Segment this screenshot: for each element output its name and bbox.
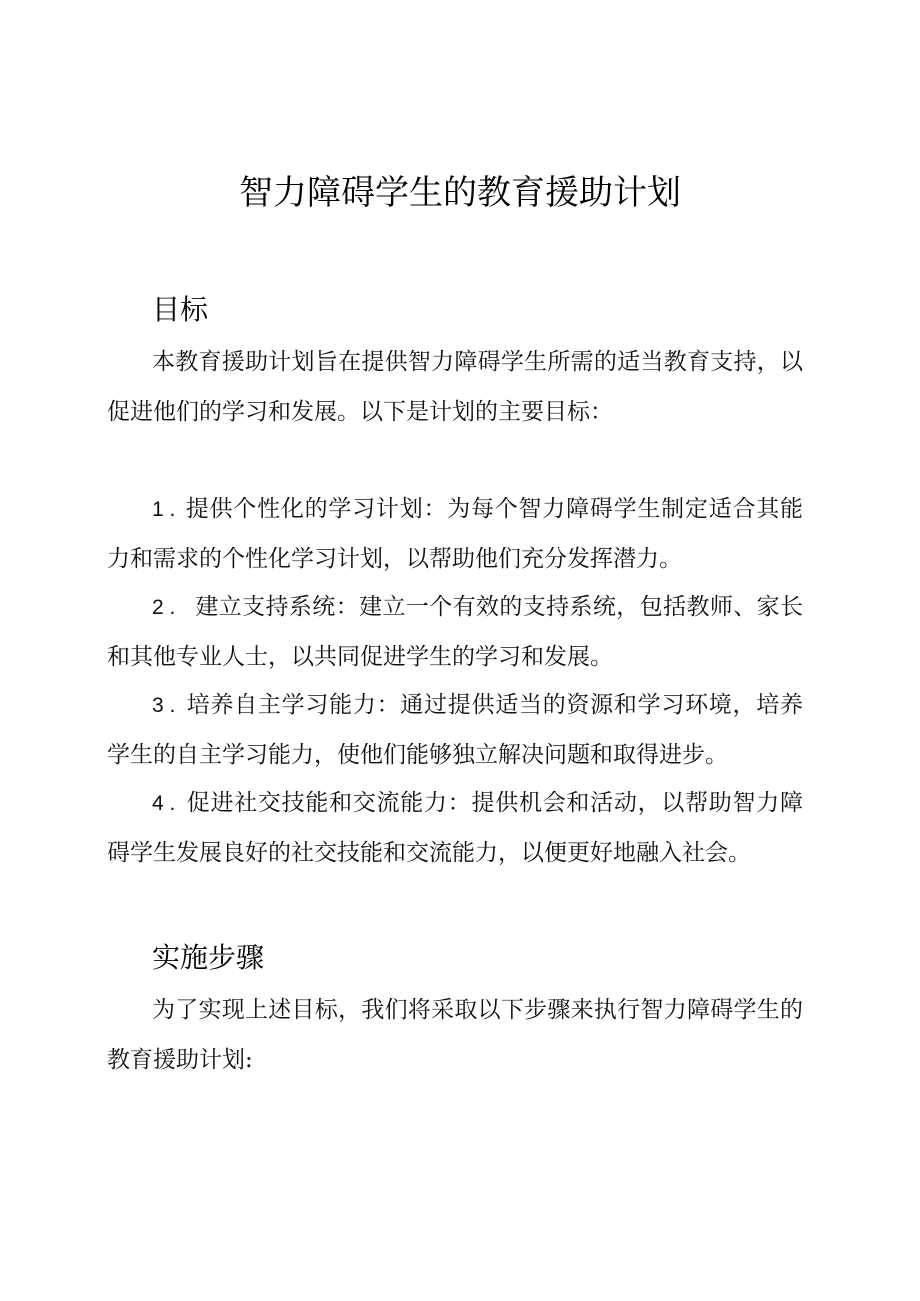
goal-text: 促进社交技能和交流能力：提供机会和活动，以帮助智力障碍学生发展良好的社交技能和交流能力，以便更好地融入社会。 xyxy=(107,790,803,866)
document-title: 智力障碍学生的教育援助计划 xyxy=(239,173,681,213)
goal-item xyxy=(107,583,803,681)
goal-text: 培养自主学习能力：通过提供适当的资源和学习环境，培养学生的自主学习能力，使他们能够独立解决问题和取得进步。 xyxy=(107,692,803,768)
goals-intro-paragraph: 本教育援助计划旨在提供智力障碍学生所需的适当教育支持，以促进他们的学习和发展。以下是计划的主要目标： xyxy=(107,349,803,425)
goal-number: 2 . xyxy=(152,596,176,619)
goal-item xyxy=(107,681,803,779)
steps-intro-paragraph: 为了实现上述目标，我们将采取以下步骤来执行智力障碍学生的教育援助计划: xyxy=(107,997,803,1073)
goal-number: 4 . xyxy=(152,792,176,815)
goal-item xyxy=(107,485,803,583)
goal-item xyxy=(107,779,803,877)
steps-heading: 实施步骤 xyxy=(152,941,265,974)
goal-number: 1 . xyxy=(152,498,176,521)
goals-heading: 目标 xyxy=(152,293,209,326)
goal-text: 建立支持系统：建立一个有效的支持系统，包括教师、家长和其他专业人士，以共同促进学生的学习和发展。 xyxy=(107,594,803,670)
goal-text: 提供个性化的学习计划：为每个智力障碍学生制定适合其能力和需求的个性化学习计划，以帮助他们充分发挥潜力。 xyxy=(107,496,803,572)
goal-list xyxy=(107,485,803,877)
goal-number: 3 . xyxy=(152,694,176,717)
